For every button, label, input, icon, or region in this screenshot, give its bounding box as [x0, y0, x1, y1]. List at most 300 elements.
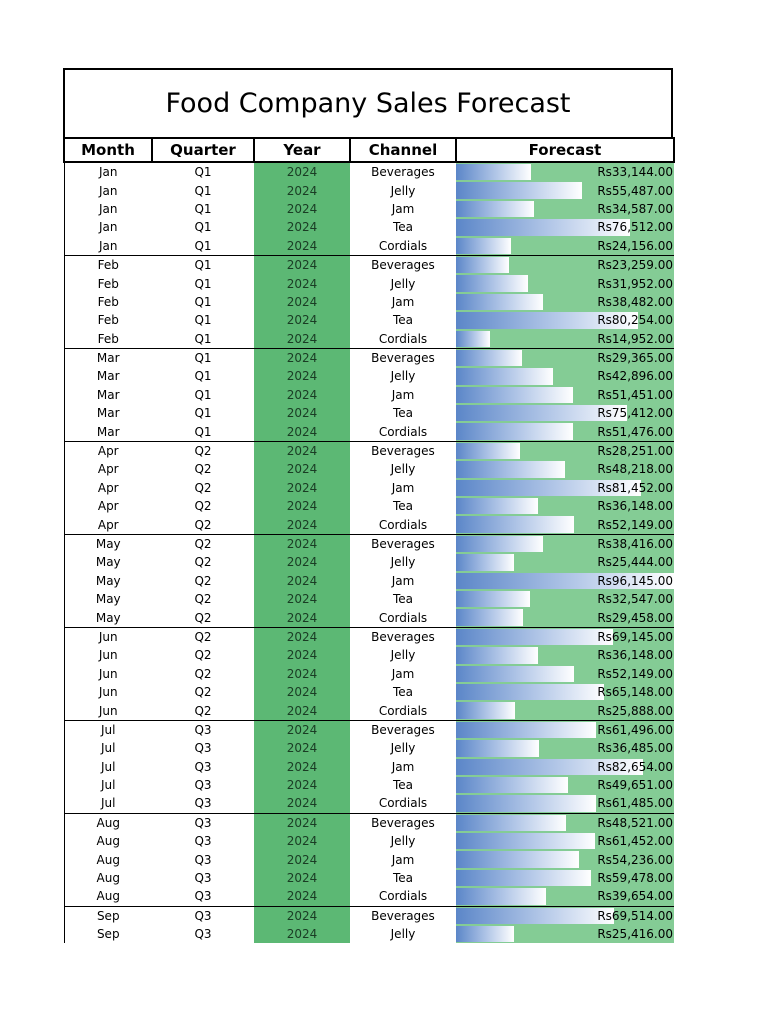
quarter-cell[interactable]: Q1	[194, 183, 212, 198]
forecast-cell[interactable]	[456, 646, 674, 664]
channel-cell[interactable]: Jelly	[390, 648, 416, 663]
channel-cell[interactable]: Beverages	[350, 441, 456, 460]
quarter-cell[interactable]: Q3	[152, 906, 254, 925]
year-cell[interactable]: 2024	[254, 441, 350, 460]
table-row	[64, 869, 674, 887]
table-row	[64, 311, 674, 329]
forecast-value: Rs25,888.00	[597, 703, 673, 718]
forecast-cell[interactable]	[456, 553, 674, 571]
forecast-cell[interactable]	[456, 608, 674, 627]
quarter-cell[interactable]: Q2	[194, 703, 212, 718]
channel-cell[interactable]: Jam	[391, 294, 415, 309]
forecast-value: Rs38,416.00	[597, 537, 673, 551]
quarter-cell[interactable]: Q2	[194, 462, 212, 477]
table-row	[64, 850, 674, 868]
month-cell[interactable]: Sep	[64, 925, 152, 943]
forecast-value: Rs33,144.00	[597, 165, 673, 180]
year-cell[interactable]: 2024	[254, 553, 350, 571]
month-cell[interactable]: Aug	[64, 887, 152, 906]
forecast-cell[interactable]	[456, 181, 674, 199]
table-row	[64, 887, 674, 906]
year-cell[interactable]: 2024	[254, 348, 350, 367]
channel-cell[interactable]: Jelly	[390, 276, 416, 291]
forecast-cell[interactable]	[456, 739, 674, 757]
forecast-cell[interactable]	[456, 906, 674, 925]
quarter-cell[interactable]: Q2	[194, 573, 212, 588]
forecast-cell[interactable]	[456, 200, 674, 218]
year-cell[interactable]: 2024	[254, 162, 350, 181]
forecast-cell[interactable]	[456, 758, 674, 776]
quarter-cell[interactable]: Q2	[152, 441, 254, 460]
month-cell[interactable]: Jun	[64, 701, 152, 720]
forecast-cell[interactable]	[456, 348, 674, 367]
month-cell[interactable]: Mar	[64, 422, 152, 441]
data-bar	[456, 795, 596, 811]
month-cell[interactable]: Aug	[64, 850, 152, 868]
channel-cell[interactable]: Beverages	[350, 720, 456, 739]
year-cell[interactable]: 2024	[254, 460, 350, 478]
channel-cell[interactable]: Tea	[392, 592, 414, 607]
month-cell[interactable]: Apr	[64, 441, 152, 460]
year-cell[interactable]: 2024	[254, 422, 350, 441]
month-cell[interactable]: Mar	[64, 348, 152, 367]
data-bar	[456, 516, 574, 532]
forecast-cell[interactable]	[456, 850, 674, 868]
data-bar	[456, 201, 534, 217]
table-row	[64, 776, 674, 794]
forecast-value: Rs42,896.00	[597, 369, 673, 384]
data-bar	[456, 684, 604, 700]
month-cell[interactable]: Mar	[64, 386, 152, 404]
year-cell[interactable]: 2024	[254, 776, 350, 794]
forecast-value: Rs36,485.00	[597, 741, 673, 756]
channel-cell[interactable]: Tea	[392, 406, 414, 421]
forecast-table	[63, 137, 675, 943]
quarter-cell[interactable]: Q1	[194, 294, 212, 309]
year-cell[interactable]: 2024	[254, 274, 350, 292]
forecast-cell[interactable]	[456, 572, 674, 590]
quarter-cell[interactable]: Q2	[194, 666, 212, 681]
data-bar	[456, 777, 568, 793]
quarter-cell[interactable]: Q3	[194, 759, 212, 774]
channel-cell[interactable]: Beverages	[350, 534, 456, 553]
year-cell[interactable]: 2024	[254, 646, 350, 664]
forecast-value: Rs81,452.00	[597, 480, 673, 495]
quarter-cell[interactable]: Q2	[194, 555, 212, 570]
channel-cell[interactable]: Jam	[391, 480, 415, 495]
forecast-value: Rs52,149.00	[597, 517, 673, 532]
table-row	[64, 720, 674, 739]
table-row	[64, 330, 674, 349]
year-cell[interactable]: 2024	[254, 497, 350, 515]
channel-cell[interactable]: Cordials	[378, 889, 428, 904]
title-cell[interactable]	[63, 68, 673, 137]
month-cell[interactable]: Jun	[64, 683, 152, 701]
month-cell[interactable]: Aug	[64, 813, 152, 832]
year-cell[interactable]: 2024	[254, 367, 350, 385]
month-cell[interactable]: Feb	[64, 274, 152, 292]
month-cell[interactable]: Jul	[64, 776, 152, 794]
channel-cell[interactable]: Cordials	[378, 331, 428, 346]
channel-cell[interactable]: Tea	[392, 220, 414, 235]
forecast-value: Rs96,145.00	[597, 573, 673, 588]
quarter-cell[interactable]: Q1	[194, 201, 212, 216]
data-bar	[456, 591, 530, 607]
data-bar	[456, 851, 579, 867]
month-cell[interactable]: Jan	[64, 237, 152, 256]
forecast-cell[interactable]	[456, 534, 674, 553]
table-row	[64, 534, 674, 553]
forecast-cell[interactable]	[456, 386, 674, 404]
data-bar	[456, 609, 523, 625]
forecast-cell[interactable]	[456, 460, 674, 478]
table-row	[64, 572, 674, 590]
forecast-cell[interactable]	[456, 367, 674, 385]
month-cell[interactable]: May	[64, 590, 152, 608]
table-row	[64, 367, 674, 385]
month-cell[interactable]: Jan	[64, 218, 152, 236]
channel-cell[interactable]: Tea	[392, 685, 414, 700]
year-cell[interactable]: 2024	[254, 311, 350, 329]
month-cell[interactable]: Apr	[64, 497, 152, 515]
data-bar	[456, 423, 573, 439]
header-month[interactable]: Month	[64, 138, 152, 162]
forecast-value: Rs14,952.00	[597, 331, 673, 346]
forecast-cell[interactable]	[456, 237, 674, 256]
channel-cell[interactable]: Cordials	[378, 703, 428, 718]
forecast-cell[interactable]	[456, 330, 674, 349]
data-bar	[456, 908, 614, 924]
quarter-cell[interactable]: Q3	[194, 796, 212, 811]
month-cell[interactable]: Feb	[64, 255, 152, 274]
quarter-cell[interactable]: Q1	[194, 406, 212, 421]
year-cell[interactable]: 2024	[254, 572, 350, 590]
table-row	[64, 515, 674, 534]
forecast-cell[interactable]	[456, 497, 674, 515]
year-cell[interactable]: 2024	[254, 869, 350, 887]
forecast-cell[interactable]	[456, 683, 674, 701]
forecast-cell[interactable]	[456, 293, 674, 311]
table-row	[64, 237, 674, 256]
forecast-cell[interactable]	[456, 720, 674, 739]
year-cell[interactable]: 2024	[254, 608, 350, 627]
quarter-cell[interactable]: Q1	[194, 387, 212, 402]
table-row	[64, 386, 674, 404]
month-cell[interactable]: Apr	[64, 479, 152, 497]
channel-cell[interactable]: Beverages	[350, 813, 456, 832]
year-cell[interactable]: 2024	[254, 906, 350, 925]
channel-cell[interactable]: Tea	[392, 778, 414, 793]
month-cell[interactable]: Jul	[64, 794, 152, 813]
channel-cell[interactable]: Jelly	[390, 369, 416, 384]
quarter-cell[interactable]: Q3	[152, 720, 254, 739]
year-cell[interactable]: 2024	[254, 590, 350, 608]
month-cell[interactable]: Jul	[64, 720, 152, 739]
forecast-value: Rs29,458.00	[597, 610, 673, 625]
year-cell[interactable]: 2024	[254, 237, 350, 256]
data-bar	[456, 443, 520, 459]
table-row	[64, 739, 674, 757]
forecast-cell[interactable]	[456, 218, 674, 236]
forecast-cell[interactable]	[456, 311, 674, 329]
quarter-cell[interactable]: Q3	[194, 852, 212, 867]
spreadsheet	[63, 68, 673, 943]
month-cell[interactable]: Jun	[64, 665, 152, 683]
year-cell[interactable]: 2024	[254, 701, 350, 720]
data-bar	[456, 647, 538, 663]
header-channel[interactable]: Channel	[350, 138, 456, 162]
year-cell[interactable]: 2024	[254, 887, 350, 906]
month-cell[interactable]: Jan	[64, 200, 152, 218]
year-cell[interactable]: 2024	[254, 925, 350, 943]
table-row	[64, 441, 674, 460]
quarter-cell[interactable]: Q1	[194, 165, 212, 180]
quarter-cell[interactable]: Q1	[194, 313, 212, 328]
quarter-cell[interactable]: Q3	[152, 813, 254, 832]
month-cell[interactable]: May	[64, 572, 152, 590]
quarter-cell[interactable]: Q2	[194, 499, 212, 514]
year-cell[interactable]: 2024	[254, 218, 350, 236]
quarter-cell[interactable]: Q2	[152, 534, 254, 553]
quarter-cell[interactable]: Q2	[194, 648, 212, 663]
month-cell[interactable]: Mar	[64, 367, 152, 385]
data-bar	[456, 238, 511, 254]
forecast-cell[interactable]	[456, 479, 674, 497]
forecast-value: Rs61,485.00	[597, 796, 673, 811]
year-cell[interactable]: 2024	[254, 665, 350, 683]
month-cell[interactable]: May	[64, 608, 152, 627]
data-bar	[456, 629, 613, 645]
channel-cell[interactable]: Jelly	[390, 183, 416, 198]
quarter-cell[interactable]: Q1	[194, 424, 212, 439]
table-row	[64, 925, 674, 943]
year-cell[interactable]: 2024	[254, 850, 350, 868]
forecast-value: Rs32,547.00	[597, 592, 673, 607]
channel-cell[interactable]: Beverages	[350, 348, 456, 367]
channel-cell[interactable]: Beverages	[371, 165, 435, 180]
year-cell[interactable]: 2024	[254, 293, 350, 311]
month-cell[interactable]: May	[64, 553, 152, 571]
data-bar	[456, 888, 546, 904]
forecast-value: Rs54,236.00	[597, 852, 673, 867]
channel-cell[interactable]: Jam	[391, 666, 415, 681]
data-bar	[456, 275, 528, 291]
quarter-cell[interactable]: Q3	[194, 741, 212, 756]
year-cell[interactable]: 2024	[254, 255, 350, 274]
forecast-cell[interactable]	[456, 665, 674, 683]
year-cell[interactable]: 2024	[254, 479, 350, 497]
forecast-value: Rs76,512.00	[597, 220, 673, 235]
year-cell[interactable]: 2024	[254, 813, 350, 832]
quarter-cell[interactable]: Q1	[194, 369, 212, 384]
forecast-value: Rs25,416.00	[597, 927, 673, 942]
year-cell[interactable]: 2024	[254, 515, 350, 534]
quarter-cell[interactable]: Q3	[194, 834, 212, 849]
month-cell[interactable]: Mar	[64, 404, 152, 422]
month-cell[interactable]: May	[64, 534, 152, 553]
channel-cell[interactable]: Jam	[391, 387, 415, 402]
data-bar	[456, 833, 595, 849]
table-row	[64, 813, 674, 832]
data-bar	[456, 702, 515, 718]
year-cell[interactable]: 2024	[254, 794, 350, 813]
quarter-cell[interactable]: Q2	[152, 627, 254, 646]
header-forecast[interactable]: Forecast	[456, 138, 674, 162]
channel-cell[interactable]: Jelly	[390, 741, 416, 756]
quarter-cell[interactable]: Q3	[194, 889, 212, 904]
forecast-cell[interactable]	[456, 813, 674, 832]
quarter-cell[interactable]: Q2	[194, 592, 212, 607]
quarter-cell[interactable]: Q2	[194, 685, 212, 700]
table-row	[64, 460, 674, 478]
year-cell[interactable]: 2024	[254, 386, 350, 404]
channel-cell[interactable]: Jelly	[390, 834, 416, 849]
quarter-cell[interactable]: Q1	[194, 331, 212, 346]
channel-cell[interactable]: Cordials	[378, 796, 428, 811]
year-cell[interactable]: 2024	[254, 534, 350, 553]
forecast-cell[interactable]	[456, 794, 674, 813]
year-cell[interactable]: 2024	[254, 404, 350, 422]
forecast-cell[interactable]	[456, 869, 674, 887]
quarter-cell[interactable]: Q2	[194, 610, 212, 625]
quarter-cell[interactable]: Q3	[194, 778, 212, 793]
month-cell[interactable]: Sep	[64, 906, 152, 925]
forecast-cell[interactable]	[456, 832, 674, 850]
table-row	[64, 794, 674, 813]
month-cell[interactable]: Jun	[64, 627, 152, 646]
channel-cell[interactable]: Cordials	[378, 424, 428, 439]
year-cell[interactable]: 2024	[254, 627, 350, 646]
forecast-cell[interactable]	[456, 255, 674, 274]
data-bar	[456, 164, 531, 180]
channel-cell[interactable]: Jam	[391, 852, 415, 867]
forecast-value: Rs69,145.00	[597, 629, 673, 644]
month-cell[interactable]: Apr	[64, 460, 152, 478]
forecast-value: Rs82,654.00	[597, 759, 673, 774]
channel-cell[interactable]: Beverages	[350, 627, 456, 646]
year-cell[interactable]: 2024	[254, 739, 350, 757]
month-cell[interactable]: Jan	[64, 181, 152, 199]
quarter-cell[interactable]: Q1	[152, 255, 254, 274]
table-row	[64, 293, 674, 311]
month-cell[interactable]: Feb	[64, 311, 152, 329]
channel-cell[interactable]: Tea	[392, 313, 414, 328]
forecast-value: Rs36,148.00	[597, 499, 673, 514]
table-row	[64, 162, 674, 181]
month-cell[interactable]: Jun	[64, 646, 152, 664]
header-row	[64, 138, 674, 162]
quarter-cell[interactable]: Q1	[194, 220, 212, 235]
forecast-cell[interactable]	[456, 887, 674, 906]
year-cell[interactable]: 2024	[254, 832, 350, 850]
quarter-cell[interactable]: Q1	[194, 276, 212, 291]
channel-cell[interactable]: Tea	[392, 499, 414, 514]
forecast-value: Rs59,478.00	[597, 871, 673, 886]
forecast-value: Rs34,587.00	[597, 201, 673, 216]
month-cell[interactable]: Jul	[64, 758, 152, 776]
quarter-cell[interactable]: Q3	[194, 871, 212, 886]
month-cell[interactable]: Aug	[64, 832, 152, 850]
quarter-cell[interactable]: Q2	[194, 517, 212, 532]
channel-cell[interactable]: Jelly	[390, 555, 416, 570]
year-cell[interactable]: 2024	[254, 181, 350, 199]
forecast-cell[interactable]	[456, 404, 674, 422]
quarter-cell[interactable]: Q1	[152, 348, 254, 367]
page-title: Food Company Sales Forecast	[165, 88, 571, 119]
quarter-cell[interactable]: Q2	[194, 480, 212, 495]
year-cell[interactable]: 2024	[254, 758, 350, 776]
channel-cell[interactable]: Jam	[391, 201, 415, 216]
channel-cell[interactable]: Jelly	[390, 927, 416, 942]
forecast-value: Rs38,482.00	[597, 294, 673, 309]
table-row	[64, 646, 674, 664]
data-bar	[456, 554, 514, 570]
year-cell[interactable]: 2024	[254, 720, 350, 739]
data-bar	[456, 722, 596, 738]
channel-cell[interactable]: Cordials	[378, 238, 428, 253]
table-row	[64, 181, 674, 199]
channel-cell[interactable]: Beverages	[350, 906, 456, 925]
data-bar	[456, 331, 490, 347]
forecast-cell[interactable]	[456, 422, 674, 441]
year-cell[interactable]: 2024	[254, 200, 350, 218]
table-body	[64, 162, 674, 943]
channel-cell[interactable]: Jam	[391, 573, 415, 588]
channel-cell[interactable]: Cordials	[378, 517, 428, 532]
month-cell[interactable]: Jul	[64, 739, 152, 757]
month-cell[interactable]: Feb	[64, 293, 152, 311]
forecast-cell[interactable]	[456, 441, 674, 460]
channel-cell[interactable]: Beverages	[350, 255, 456, 274]
table-row	[64, 758, 674, 776]
quarter-cell[interactable]: Q1	[194, 238, 212, 253]
forecast-value: Rs61,496.00	[597, 722, 673, 737]
channel-cell[interactable]: Tea	[392, 871, 414, 886]
channel-cell[interactable]: Jam	[391, 759, 415, 774]
month-cell[interactable]: Aug	[64, 869, 152, 887]
table-row	[64, 274, 674, 292]
quarter-cell[interactable]: Q3	[194, 927, 212, 942]
table-row	[64, 218, 674, 236]
year-cell[interactable]: 2024	[254, 683, 350, 701]
forecast-value: Rs24,156.00	[597, 238, 673, 253]
forecast-value: Rs55,487.00	[597, 183, 673, 198]
data-bar	[456, 815, 566, 831]
table-row	[64, 683, 674, 701]
year-cell[interactable]: 2024	[254, 330, 350, 349]
header-quarter[interactable]: Quarter	[152, 138, 254, 162]
forecast-value: Rs75,412.00	[597, 406, 673, 421]
forecast-cell[interactable]	[456, 627, 674, 646]
month-cell[interactable]: Apr	[64, 515, 152, 534]
forecast-cell[interactable]	[456, 515, 674, 534]
forecast-cell[interactable]	[456, 776, 674, 794]
forecast-value: Rs48,218.00	[597, 462, 673, 477]
month-cell[interactable]: Jan	[64, 162, 152, 181]
month-cell[interactable]: Feb	[64, 330, 152, 349]
header-year[interactable]: Year	[254, 138, 350, 162]
forecast-cell[interactable]	[456, 925, 674, 943]
data-bar	[456, 926, 514, 942]
channel-cell[interactable]: Jelly	[390, 462, 416, 477]
forecast-cell[interactable]	[456, 701, 674, 720]
channel-cell[interactable]: Cordials	[378, 610, 428, 625]
forecast-value: Rs31,952.00	[597, 276, 673, 291]
data-bar	[456, 182, 582, 198]
forecast-cell[interactable]	[456, 274, 674, 292]
forecast-cell[interactable]	[456, 590, 674, 608]
forecast-cell[interactable]	[456, 162, 674, 181]
